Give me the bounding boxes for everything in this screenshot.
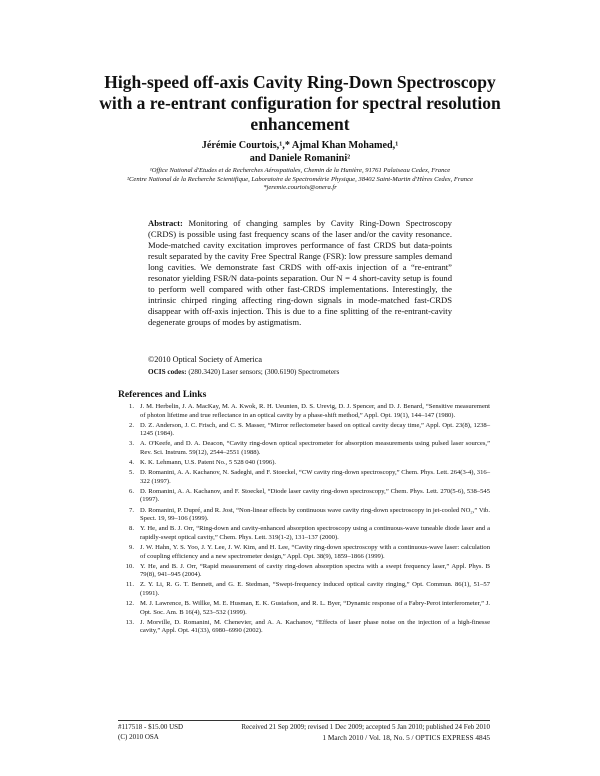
reference-text: Z. Y. Li, R. G. T. Bennett, and G. E. Stedman, “Swept-frequency induced optical cavity ringing,” Opt. Commun. 86(1), 51–57 (1991). bbox=[140, 581, 490, 597]
references-heading: References and Links bbox=[118, 389, 207, 400]
reference-number: 1. bbox=[129, 403, 134, 410]
reference-text: D. Z. Anderson, J. C. Frisch, and C. S. Masser, “Mirror reflectometer based on optical cavity decay time,” Appl. Opt. 23(8), 1238–1245 (1984). bbox=[140, 421, 490, 438]
reference-number: 10. bbox=[125, 562, 134, 570]
reference-text: J. M. Herbelin, J. A. MacKay, M. A. Kwok, R. H. Ueunten, D. S. Urevig, D. J. Spencer, and D. J. Benard, “Sensitive measurement of photon lifetime and true reflectance in an optical cavity by a phase-shift method,” Appl. Opt. 19(1), 144–147 (1980). bbox=[140, 403, 490, 419]
reference-text: M. J. Lawrence, B. Willke, M. E. Husman, E. K. Gustafson, and R. L. Byer, “Dynamic response of a Fabry-Perot interferometer,” J. Opt. Soc. Am. B 16(4), 523–532 (1999). bbox=[140, 600, 490, 616]
reference-text: Y. He, and B. J. Orr, “Rapid measurement of cavity ring-down absorption spectra with a swept frequency laser,” Appl. Phys. B 79(8), 941–945 (2004). bbox=[140, 562, 490, 579]
footer-copyright: (C) 2010 OSA bbox=[118, 733, 159, 741]
reference-number: 3. bbox=[129, 440, 134, 448]
reference-number: 6. bbox=[129, 487, 134, 495]
reference-number: 12. bbox=[125, 600, 134, 608]
authors-line-1: Jérémie Courtois,¹,* Ajmal Khan Mohamed,¹ bbox=[201, 140, 399, 151]
affiliations bbox=[95, 167, 505, 193]
reference-item bbox=[118, 600, 490, 617]
reference-text: J. W. Hahn, Y. S. Yoo, J. Y. Lee, J. W. Kim, and H. Lee, “Cavity ring-down spectroscopy with a continuous-wave laser: calculation of coupling efficiency and a new spectrometer design,” Appl. Opt. 38(9), 1859–1866 (1999). bbox=[140, 544, 490, 560]
abstract bbox=[148, 218, 452, 328]
reference-item bbox=[118, 469, 490, 486]
footer-price: #117518 - $15.00 USD bbox=[118, 723, 184, 731]
reference-text: K. K. Lehmann, U.S. Patent No., 5 528 040 (1996). bbox=[140, 459, 277, 467]
paper-title: High-speed off-axis Cavity Ring-Down Spectroscopy with a re-entrant configuration for spectral resolution enhancement bbox=[99, 72, 501, 134]
reference-number: 4. bbox=[129, 459, 134, 467]
reference-item bbox=[118, 619, 490, 636]
reference-text: A. O'Keefe, and D. A. Deacon, “Cavity ring-down optical spectrometer for absorption measurements using pulsed laser sources,” Rev. Sci. Instrum. 59(12), 2544–2551 (1988). bbox=[140, 440, 490, 456]
reference-number: 9. bbox=[129, 544, 134, 551]
copyright-notice: ©2010 Optical Society of America bbox=[148, 355, 262, 364]
footer-issue: 1 March 2010 / Vol. 18, No. 5 / OPTICS EXPRESS 4845 bbox=[322, 733, 490, 742]
reference-item bbox=[118, 459, 490, 468]
reference-item bbox=[118, 422, 490, 439]
reference-number: 5. bbox=[129, 469, 134, 477]
affiliation-1: ¹Office National d'Etudes et de Recherches Aérospatiales, Chemin de la Hunière, 91761 Palaiseau Cedex, France bbox=[149, 167, 451, 174]
reference-item bbox=[118, 563, 490, 580]
corresponding-email[interactable]: *jeremie.courtois@onera.fr bbox=[263, 184, 337, 192]
abstract-label: Abstract: bbox=[148, 218, 183, 228]
author-list bbox=[130, 139, 470, 165]
reference-text: Y. He, and B. J. Orr, “Ring-down and cavity-enhanced absorption spectroscopy using a continuous-wave tuneable diode laser and a rapidly-swept optical cavity,” Chem. Phys. Lett. 319(1-2), 131–137 (2000). bbox=[140, 525, 490, 541]
reference-item bbox=[118, 525, 490, 542]
ocis-label: OCIS codes: bbox=[148, 368, 187, 376]
reference-item bbox=[118, 507, 490, 524]
reference-text: D. Romanini, A. A. Kachanov, N. Sadeghi, and F. Stoeckel, “CW cavity ring-down spectroscopy,” Chem. Phys. Lett. 264(3-4), 316–322 (1997). bbox=[140, 469, 490, 485]
reference-text: D. Romanini, A. A. Kachanov, and F. Stoeckel, “Diode laser cavity ring-down spectroscopy,” Chem. Phys. Lett. 270(5-6), 538–545 (1997). bbox=[140, 487, 490, 504]
abstract-text: Monitoring of changing samples by Cavity Ring-Down Spectroscopy (CRDS) is possible using fast frequency scans of the laser and/or the cavity resonance. Mode-matched cavity excitation improves performance of fast CRDS but data-points result separated by the cavity Free Spectral Range (FSR): low pressure samples demand long cavities. We demonstrate fast CRDS with off-axis injection of a “re-entrant” resonator yielding FSR/N data-points separation. Our N = 4 short-cavity setup is found to perform well compared with other fast-CRDS implementations. Interestingly, the intrinsic chirped ringing affecting ring-down signals in mode-matched fast-CRDS disappear with off-axis injection. This is due to a fine splitting of the re-entrant-cavity degenerate groups of modes by astigmatism. bbox=[148, 218, 452, 327]
reference-number: 8. bbox=[129, 525, 134, 533]
reference-item bbox=[118, 403, 490, 420]
reference-item bbox=[118, 581, 490, 598]
authors-line-2: and Daniele Romanini² bbox=[249, 153, 351, 164]
footer-received: Received 21 Sep 2009; revised 1 Dec 2009; accepted 5 Jan 2010; published 24 Feb 2010 bbox=[241, 723, 490, 731]
affiliation-2: ²Centre National de la Recherche Scientifique, Laboratoire de Spectrométrie Physique, 38402 Saint-Martin d'Hères Cedex, France bbox=[127, 175, 473, 183]
ocis-text: (280.3420) Laser sensors; (300.6190) Spectrometers bbox=[188, 368, 340, 376]
footer-divider bbox=[118, 720, 490, 721]
reference-list bbox=[118, 403, 490, 637]
reference-text: D. Romanini, P. Dupré, and R. Jost, “Non-linear effects by continuous wave cavity ring-down spectroscopy in jet-cooled NO₂,” Vib. Spect. 19, 99–106 (1999). bbox=[140, 506, 490, 523]
reference-item bbox=[118, 488, 490, 505]
reference-number: 13. bbox=[125, 618, 134, 626]
reference-number: 7. bbox=[129, 506, 134, 514]
reference-item bbox=[118, 544, 490, 561]
reference-item bbox=[118, 440, 490, 457]
reference-text: J. Morville, D. Romanini, M. Chenevier, and A. A. Kachanov, “Effects of laser phase noise on the injection of a high-finesse cavity,” Appl. Opt. 41(33), 6980–6990 (2002). bbox=[140, 618, 490, 635]
reference-number: 2. bbox=[129, 421, 134, 429]
ocis-codes bbox=[148, 368, 468, 377]
reference-number: 11. bbox=[126, 581, 134, 589]
